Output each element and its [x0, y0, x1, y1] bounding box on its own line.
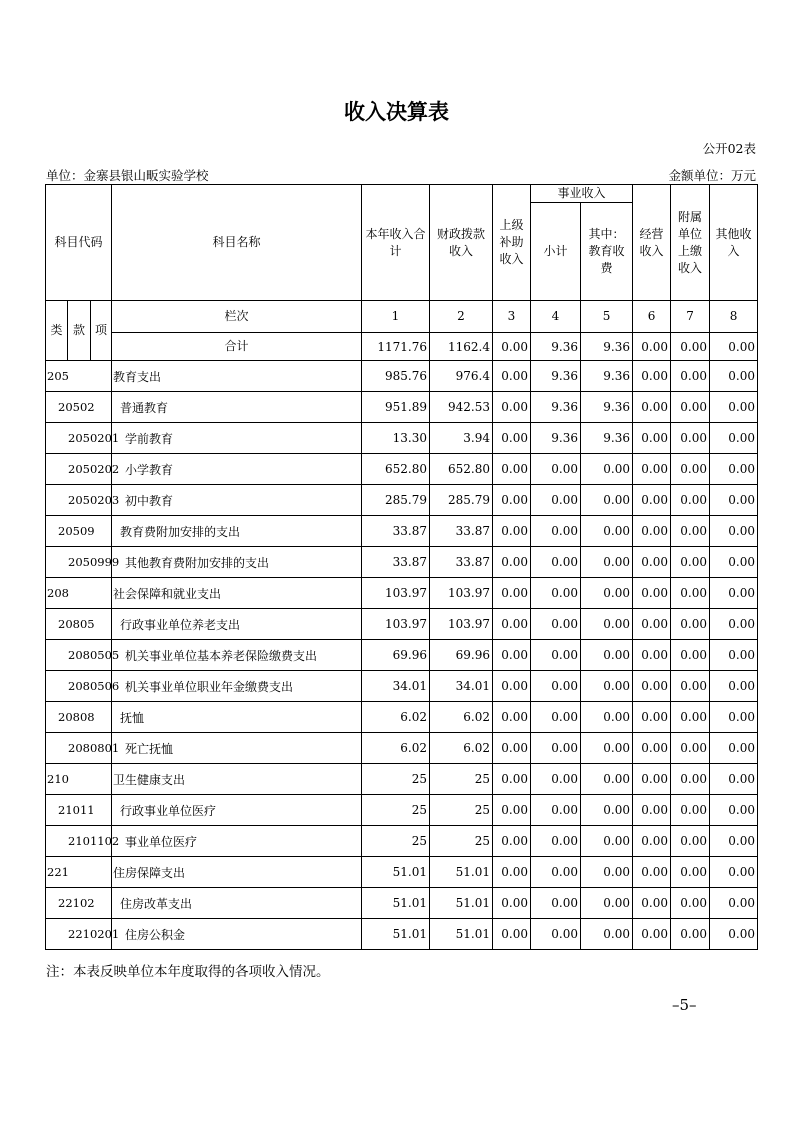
header-affiliated: 附属单位上缴收入 — [671, 185, 710, 301]
row-value: 976.4 — [430, 361, 493, 392]
row-value: 0.00 — [671, 485, 710, 516]
row-value: 9.36 — [581, 392, 633, 423]
row-value: 0.00 — [493, 857, 531, 888]
row-code: 20509 — [46, 516, 112, 547]
row-code: 2101102 — [46, 826, 112, 857]
row-value: 0.00 — [581, 671, 633, 702]
row-code: 21011 — [46, 795, 112, 826]
row-value: 6.02 — [362, 733, 430, 764]
row-value: 9.36 — [581, 423, 633, 454]
row-code: 2050202 — [46, 454, 112, 485]
row-value: 0.00 — [531, 454, 581, 485]
row-code: 20808 — [46, 702, 112, 733]
footnote: 注：本表反映单位本年度取得的各项收入情况。 — [46, 964, 330, 980]
row-value: 0.00 — [581, 888, 633, 919]
row-value: 0.00 — [493, 485, 531, 516]
row-value: 0.00 — [633, 578, 671, 609]
row-value: 652.80 — [362, 454, 430, 485]
row-name: 教育支出 — [112, 361, 362, 392]
row-value: 103.97 — [430, 609, 493, 640]
row-value: 33.87 — [362, 516, 430, 547]
row-value: 0.00 — [493, 578, 531, 609]
total-value: 9.36 — [581, 333, 633, 361]
row-value: 0.00 — [633, 733, 671, 764]
row-value: 0.00 — [633, 702, 671, 733]
row-value: 0.00 — [493, 764, 531, 795]
row-value: 0.00 — [581, 640, 633, 671]
row-value: 942.53 — [430, 392, 493, 423]
row-value: 0.00 — [531, 547, 581, 578]
row-value: 3.94 — [430, 423, 493, 454]
row-value: 0.00 — [633, 392, 671, 423]
row-value: 9.36 — [531, 423, 581, 454]
row-value: 0.00 — [710, 392, 758, 423]
row-value: 51.01 — [430, 857, 493, 888]
row-name: 普通教育 — [112, 392, 362, 423]
col-number: 8 — [710, 301, 758, 333]
table-row — [46, 361, 758, 392]
col-number: 4 — [531, 301, 581, 333]
table-row — [46, 671, 758, 702]
row-value: 0.00 — [581, 795, 633, 826]
row-value: 13.30 — [362, 423, 430, 454]
row-name: 抚恤 — [112, 702, 362, 733]
row-value: 25 — [362, 826, 430, 857]
total-row — [46, 333, 758, 361]
row-name: 社会保障和就业支出 — [112, 578, 362, 609]
row-value: 0.00 — [671, 733, 710, 764]
row-value: 0.00 — [671, 547, 710, 578]
row-value: 0.00 — [671, 516, 710, 547]
row-value: 0.00 — [531, 764, 581, 795]
table-row — [46, 826, 758, 857]
row-value: 0.00 — [671, 857, 710, 888]
row-value: 25 — [362, 795, 430, 826]
row-value: 0.00 — [710, 454, 758, 485]
row-code: 2050999 — [46, 547, 112, 578]
row-code: 210 — [46, 764, 112, 795]
table-row — [46, 578, 758, 609]
row-code: 221 — [46, 857, 112, 888]
table-body — [46, 361, 758, 950]
col-number: 6 — [633, 301, 671, 333]
table-row — [46, 485, 758, 516]
row-value: 0.00 — [531, 826, 581, 857]
row-value: 6.02 — [430, 733, 493, 764]
row-value: 0.00 — [493, 361, 531, 392]
row-value: 0.00 — [671, 361, 710, 392]
total-value: 1171.76 — [362, 333, 430, 361]
table-row — [46, 764, 758, 795]
row-value: 0.00 — [710, 671, 758, 702]
row-value: 0.00 — [633, 919, 671, 950]
row-code: 22102 — [46, 888, 112, 919]
row-value: 33.87 — [430, 547, 493, 578]
page-number: –5– — [672, 996, 697, 1014]
total-value: 1162.4 — [430, 333, 493, 361]
row-value: 0.00 — [581, 578, 633, 609]
row-value: 0.00 — [710, 919, 758, 950]
row-name: 其他教育费附加安排的支出 — [112, 547, 362, 578]
row-value: 0.00 — [493, 454, 531, 485]
row-value: 0.00 — [710, 516, 758, 547]
row-value: 103.97 — [362, 578, 430, 609]
row-value: 0.00 — [493, 392, 531, 423]
row-value: 0.00 — [493, 423, 531, 454]
row-name: 事业单位医疗 — [112, 826, 362, 857]
row-value: 0.00 — [581, 919, 633, 950]
row-value: 0.00 — [531, 702, 581, 733]
table-row — [46, 392, 758, 423]
row-value: 34.01 — [430, 671, 493, 702]
header-subject-name: 科目名称 — [112, 185, 362, 301]
row-value: 9.36 — [531, 392, 581, 423]
row-name: 住房改革支出 — [112, 888, 362, 919]
col-number: 3 — [493, 301, 531, 333]
row-value: 652.80 — [430, 454, 493, 485]
row-value: 0.00 — [493, 671, 531, 702]
money-unit-label: 金额单位：万元 — [668, 168, 756, 183]
row-code: 2080801 — [46, 733, 112, 764]
row-value: 103.97 — [430, 578, 493, 609]
row-code: 2080505 — [46, 640, 112, 671]
row-value: 6.02 — [430, 702, 493, 733]
header-xiang: 项 — [91, 301, 112, 361]
row-value: 0.00 — [531, 795, 581, 826]
row-value: 0.00 — [581, 857, 633, 888]
page-title: 收入决算表 — [344, 100, 449, 124]
row-value: 0.00 — [581, 609, 633, 640]
table-row — [46, 454, 758, 485]
row-value: 33.87 — [430, 516, 493, 547]
table-row — [46, 609, 758, 640]
row-value: 0.00 — [493, 795, 531, 826]
row-value: 0.00 — [581, 516, 633, 547]
header-fiscal: 财政拨款收入 — [430, 185, 493, 301]
row-code: 20502 — [46, 392, 112, 423]
row-value: 0.00 — [531, 888, 581, 919]
total-value: 0.00 — [633, 333, 671, 361]
row-value: 9.36 — [581, 361, 633, 392]
col-number: 2 — [430, 301, 493, 333]
row-value: 0.00 — [710, 764, 758, 795]
row-value: 0.00 — [493, 826, 531, 857]
header-upper-subsidy: 上级补助收入 — [493, 185, 531, 301]
total-value: 0.00 — [493, 333, 531, 361]
row-code: 2210201 — [46, 919, 112, 950]
row-value: 951.89 — [362, 392, 430, 423]
row-value: 0.00 — [581, 454, 633, 485]
row-value: 9.36 — [531, 361, 581, 392]
row-value: 51.01 — [362, 888, 430, 919]
row-code: 20805 — [46, 609, 112, 640]
row-value: 25 — [430, 826, 493, 857]
row-value: 0.00 — [493, 702, 531, 733]
row-name: 小学教育 — [112, 454, 362, 485]
row-value: 0.00 — [671, 702, 710, 733]
row-value: 0.00 — [531, 578, 581, 609]
row-value: 0.00 — [633, 826, 671, 857]
row-value: 0.00 — [671, 423, 710, 454]
table-row — [46, 733, 758, 764]
row-value: 0.00 — [710, 578, 758, 609]
row-value: 0.00 — [671, 826, 710, 857]
row-value: 0.00 — [710, 733, 758, 764]
table-row — [46, 516, 758, 547]
row-value: 0.00 — [710, 826, 758, 857]
header-operating: 经营收入 — [633, 185, 671, 301]
row-value: 0.00 — [633, 547, 671, 578]
table-row — [46, 857, 758, 888]
row-value: 51.01 — [430, 888, 493, 919]
row-name: 学前教育 — [112, 423, 362, 454]
row-value: 0.00 — [581, 547, 633, 578]
row-value: 0.00 — [531, 671, 581, 702]
row-value: 985.76 — [362, 361, 430, 392]
row-value: 0.00 — [710, 640, 758, 671]
row-code: 2050201 — [46, 423, 112, 454]
row-value: 0.00 — [493, 919, 531, 950]
row-name: 卫生健康支出 — [112, 764, 362, 795]
header-edu-fee: 其中：教育收费 — [581, 203, 633, 301]
row-name: 初中教育 — [112, 485, 362, 516]
row-value: 0.00 — [671, 919, 710, 950]
row-name: 行政事业单位医疗 — [112, 795, 362, 826]
row-value: 0.00 — [633, 361, 671, 392]
header-subject-code: 科目代码 — [46, 185, 112, 301]
row-value: 0.00 — [531, 640, 581, 671]
row-value: 51.01 — [362, 857, 430, 888]
header-lei: 类 — [46, 301, 68, 361]
row-value: 0.00 — [671, 764, 710, 795]
row-value: 0.00 — [581, 826, 633, 857]
row-value: 0.00 — [633, 671, 671, 702]
row-name: 教育费附加安排的支出 — [112, 516, 362, 547]
row-value: 0.00 — [671, 392, 710, 423]
row-value: 25 — [430, 764, 493, 795]
row-value: 0.00 — [531, 516, 581, 547]
row-value: 0.00 — [633, 640, 671, 671]
row-value: 0.00 — [633, 888, 671, 919]
table-row — [46, 795, 758, 826]
row-value: 0.00 — [531, 857, 581, 888]
row-value: 0.00 — [710, 795, 758, 826]
col-number: 1 — [362, 301, 430, 333]
row-name: 死亡抚恤 — [112, 733, 362, 764]
row-value: 0.00 — [581, 702, 633, 733]
row-value: 0.00 — [710, 547, 758, 578]
row-value: 0.00 — [671, 454, 710, 485]
row-name: 机关事业单位职业年金缴费支出 — [112, 671, 362, 702]
row-value: 0.00 — [633, 857, 671, 888]
row-value: 0.00 — [581, 485, 633, 516]
column-row-label: 栏次 — [112, 301, 362, 333]
row-code: 208 — [46, 578, 112, 609]
row-value: 0.00 — [493, 547, 531, 578]
row-value: 0.00 — [633, 516, 671, 547]
row-value: 0.00 — [633, 764, 671, 795]
row-value: 0.00 — [671, 609, 710, 640]
row-value: 0.00 — [633, 485, 671, 516]
unit-label: 单位：金寨县银山畈实验学校 — [46, 168, 209, 183]
row-value: 69.96 — [362, 640, 430, 671]
row-name: 行政事业单位养老支出 — [112, 609, 362, 640]
table-row — [46, 640, 758, 671]
row-value: 0.00 — [633, 454, 671, 485]
row-value: 0.00 — [710, 609, 758, 640]
row-value: 0.00 — [531, 609, 581, 640]
row-value: 0.00 — [710, 485, 758, 516]
col-number: 7 — [671, 301, 710, 333]
row-value: 0.00 — [671, 888, 710, 919]
row-code: 205 — [46, 361, 112, 392]
header-subtotal: 小计 — [531, 203, 581, 301]
form-number: 公开02表 — [702, 141, 756, 156]
row-name: 住房保障支出 — [112, 857, 362, 888]
row-value: 0.00 — [493, 640, 531, 671]
row-value: 0.00 — [710, 857, 758, 888]
row-value: 0.00 — [710, 888, 758, 919]
row-value: 0.00 — [671, 578, 710, 609]
row-value: 0.00 — [493, 888, 531, 919]
total-value: 0.00 — [671, 333, 710, 361]
row-value: 0.00 — [581, 764, 633, 795]
row-value: 0.00 — [671, 640, 710, 671]
row-value: 0.00 — [633, 609, 671, 640]
row-value: 285.79 — [362, 485, 430, 516]
row-value: 0.00 — [671, 671, 710, 702]
row-value: 6.02 — [362, 702, 430, 733]
row-value: 51.01 — [430, 919, 493, 950]
table-row — [46, 919, 758, 950]
row-value: 34.01 — [362, 671, 430, 702]
total-value: 0.00 — [710, 333, 758, 361]
row-value: 0.00 — [671, 795, 710, 826]
row-value: 0.00 — [710, 361, 758, 392]
row-value: 0.00 — [493, 609, 531, 640]
row-code: 2080506 — [46, 671, 112, 702]
row-value: 103.97 — [362, 609, 430, 640]
total-label: 合计 — [112, 333, 362, 361]
table-row — [46, 547, 758, 578]
row-value: 33.87 — [362, 547, 430, 578]
row-value: 0.00 — [493, 733, 531, 764]
row-value: 0.00 — [710, 423, 758, 454]
header-other: 其他收入 — [710, 185, 758, 301]
col-number: 5 — [581, 301, 633, 333]
row-value: 51.01 — [362, 919, 430, 950]
row-value: 285.79 — [430, 485, 493, 516]
row-value: 0.00 — [531, 485, 581, 516]
row-value: 0.00 — [633, 795, 671, 826]
table-row — [46, 702, 758, 733]
table-row — [46, 423, 758, 454]
row-value: 0.00 — [581, 733, 633, 764]
row-value: 0.00 — [710, 702, 758, 733]
row-name: 住房公积金 — [112, 919, 362, 950]
header-total-income: 本年收入合计 — [362, 185, 430, 301]
row-value: 0.00 — [493, 516, 531, 547]
row-value: 25 — [362, 764, 430, 795]
income-table — [45, 184, 758, 950]
total-value: 9.36 — [531, 333, 581, 361]
row-value: 0.00 — [531, 733, 581, 764]
row-value: 25 — [430, 795, 493, 826]
header-kuan: 款 — [68, 301, 91, 361]
header-business-income: 事业收入 — [531, 185, 633, 203]
table-row — [46, 888, 758, 919]
row-code: 2050203 — [46, 485, 112, 516]
row-value: 0.00 — [633, 423, 671, 454]
row-name: 机关事业单位基本养老保险缴费支出 — [112, 640, 362, 671]
row-value: 0.00 — [531, 919, 581, 950]
row-value: 69.96 — [430, 640, 493, 671]
